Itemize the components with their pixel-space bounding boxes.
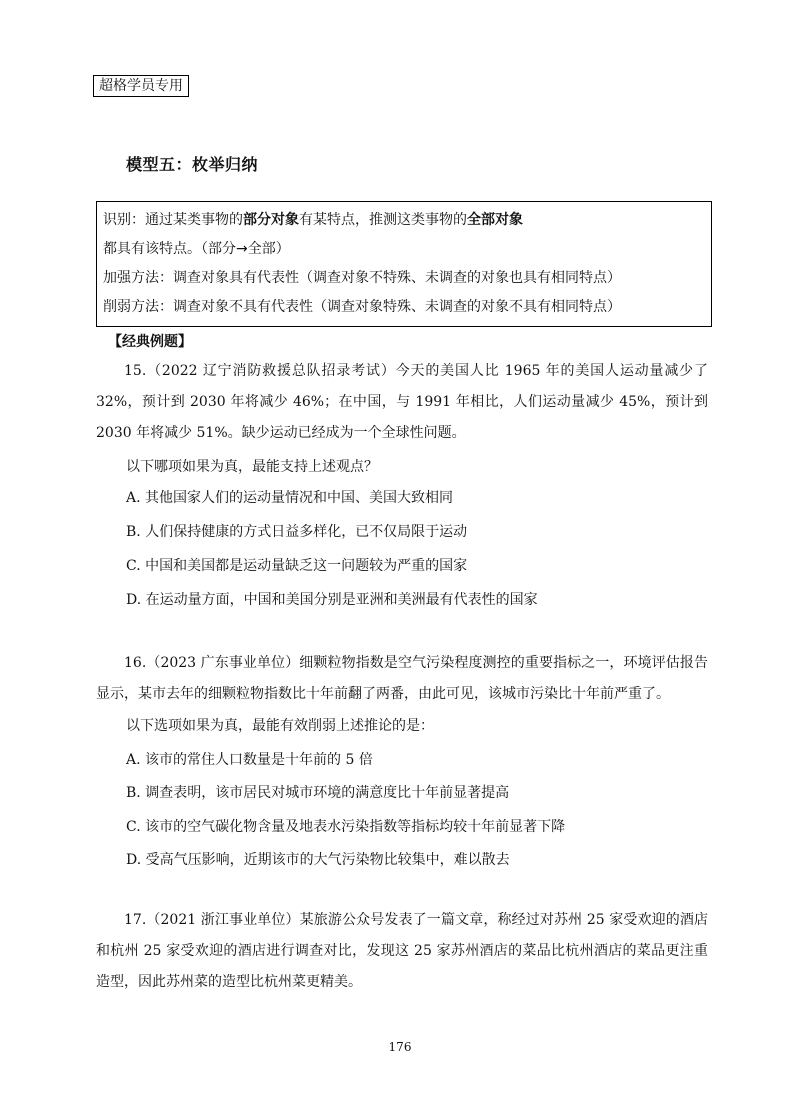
question-16-option-a: A. 该市的常住人口数量是十年前的 5 倍 — [126, 752, 373, 768]
page-title: 模型五：枚举归纳 — [126, 155, 259, 174]
question-15-option-c: C. 中国和美国都是运动量缺乏这一问题较为严重的国家 — [126, 558, 468, 574]
strengthen-method: 加强方法：调查对象具有代表性（调查对象不特殊、未调查的对象也具有相同特点） — [103, 270, 621, 286]
question-15-stem: 15.（2022 辽宁消防救援总队招录考试）今天的美国人比 1965 年的美国人运动量减少了 32%，预计到 2030 年将减少 46%；在中国，与 1991 年相比，人们运动量减少 45%，预计到 2030 年将减少 51%。缺少运动已经成为一个全球性问题。 — [96, 363, 708, 441]
weaken-method: 削弱方法：调查对象不具有代表性（调查对象特殊、未调查的对象不具有相同特点） — [103, 299, 621, 315]
identify-line: 识别：通过某类事物的部分对象有某特点，推测这类事物的全部对象都具有该特点。（部分→全部） — [103, 212, 523, 257]
question-16-stem: 16.（2023 广东事业单位）细颗粒物指数是空气污染程度测控的重要指标之一，环境评估报告显示，某市去年的细颗粒物指数比十年前翻了两番，由此可见，该城市污染比十年前严重了。 — [96, 655, 708, 702]
question-15-prompt: 以下哪项如果为真，最能支持上述观点？ — [126, 459, 378, 475]
question-15-option-b: B. 人们保持健康的方式日益多样化，已不仅局限于运动 — [126, 524, 468, 540]
question-15-option-a: A. 其他国家人们的运动量情况和中国、美国大致相同 — [126, 490, 454, 506]
question-16-option-d: D. 受高气压影响，近期该市的大气污染物比较集中，难以散去 — [126, 852, 510, 868]
question-16-option-c: C. 该市的空气碳化物含量及地表水污染指数等指标均较十年前显著下降 — [126, 819, 566, 835]
question-16-prompt: 以下选项如果为真，最能有效削弱上述推论的是： — [126, 718, 434, 734]
question-15-option-d: D. 在运动量方面，中国和美国分别是亚洲和美洲最有代表性的国家 — [126, 592, 538, 608]
page-number: 176 — [388, 1040, 412, 1054]
question-16-option-b: B. 调查表明，该市居民对城市环境的满意度比十年前显著提高 — [126, 785, 510, 801]
student-only-badge: 超格学员专用 — [93, 75, 189, 97]
summary-box — [96, 201, 712, 327]
section-title: 【经典例题】 — [108, 334, 192, 350]
question-17-stem: 17.（2021 浙江事业单位）某旅游公众号发表了一篇文章，称经过对苏州 25 家受欢迎的酒店和杭州 25 家受欢迎的酒店进行调查对比，发现这 25 家苏州酒店的菜品比杭州酒店的菜品更注重造型，因此苏州菜的造型比杭州菜更精美。 — [96, 912, 708, 990]
